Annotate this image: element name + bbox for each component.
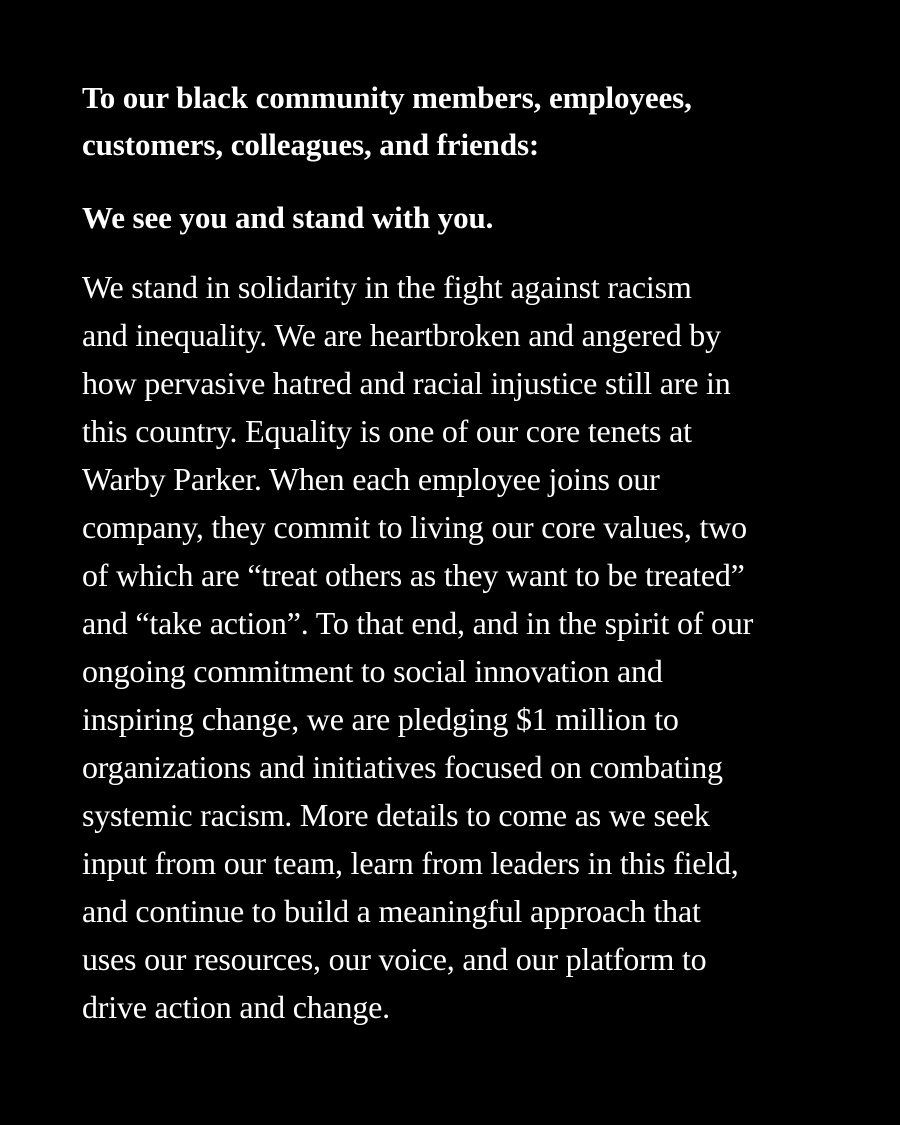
- body-line: this country. Equality is one of our core tenets at: [82, 413, 692, 449]
- body-line: drive action and change.: [82, 989, 390, 1025]
- body-line: of which are “treat others as they want to be treated”: [82, 557, 745, 593]
- body-line: input from our team, learn from leaders in this field,: [82, 845, 739, 881]
- body-line: ongoing commitment to social innovation and: [82, 653, 663, 689]
- statement-body: [82, 263, 840, 1031]
- body-line: how pervasive hatred and racial injustice still are in: [82, 365, 731, 401]
- body-line: We stand in solidarity in the fight against racism: [82, 269, 692, 305]
- salutation-line: To our black community members, employees,: [82, 80, 692, 115]
- body-line: and continue to build a meaningful approach that: [82, 893, 701, 929]
- body-line: inspiring change, we are pledging $1 million to: [82, 701, 679, 737]
- body-line: systemic racism. More details to come as we seek: [82, 797, 710, 833]
- salutation-line: customers, colleagues, and friends:: [82, 127, 540, 162]
- salutation: [82, 74, 840, 168]
- body-line: uses our resources, our voice, and our platform to: [82, 941, 707, 977]
- body-line: organizations and initiatives focused on combating: [82, 749, 723, 785]
- body-line: Warby Parker. When each employee joins our: [82, 461, 660, 497]
- headline: We see you and stand with you.: [82, 200, 494, 235]
- body-line: and inequality. We are heartbroken and angered by: [82, 317, 721, 353]
- body-line: and “take action”. To that end, and in the spirit of our: [82, 605, 754, 641]
- body-line: company, they commit to living our core values, two: [82, 509, 747, 545]
